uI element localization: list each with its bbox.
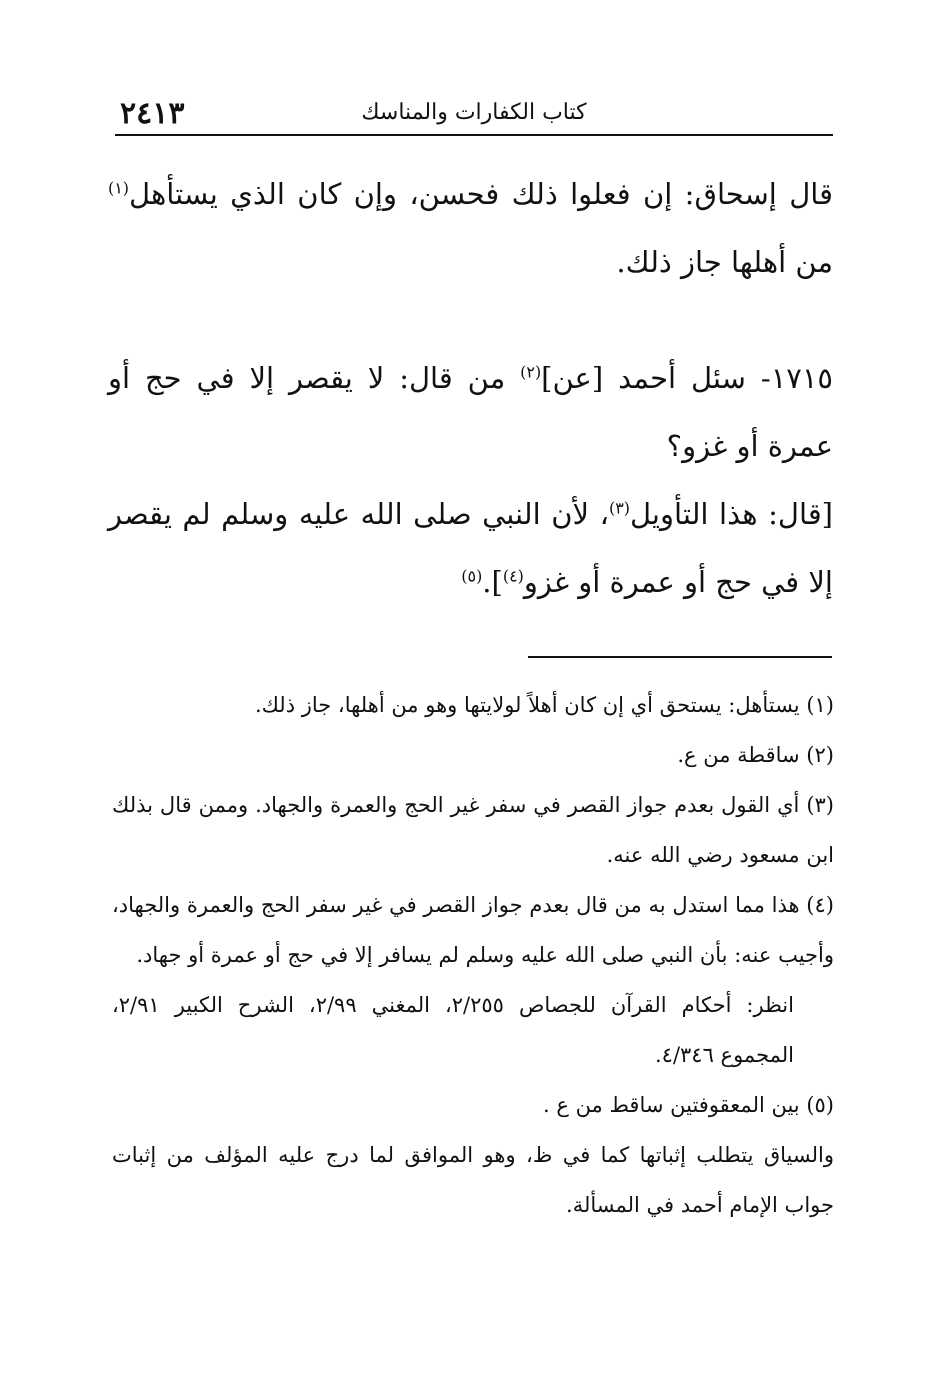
footnote-2: (٢) ساقطة من ع.: [677, 743, 834, 767]
page-number: ٢٤١٣: [120, 96, 185, 131]
ishaq-text-line1: قال إسحاق: إن فعلوا ذلك فحسن، وإن كان الذي يستأهل: [129, 177, 833, 211]
ishaq-paragraph: [108, 160, 833, 296]
footnote-separator: [528, 656, 832, 658]
footnote-5-note: والسياق يتطلب إثباتها كما في ظ، وهو الموافق لما درج عليه المؤلف من إثبات جواب الإمام أحمد في المسألة.: [112, 1143, 834, 1217]
question-text-end: من قال: لا يقصر إلا في حج أو عمرة أو غزو؟: [108, 361, 833, 463]
page-header: [115, 90, 833, 136]
running-title: كتاب الكفارات والمناسك: [361, 100, 587, 125]
footnote-ref-2: (٢): [520, 362, 542, 382]
question-text-start: ١٧١٥- سئل أحمد [عن]: [541, 361, 833, 395]
footnote-3: (٣) أي القول بعدم جواز القصر في سفر غير الحج والعمرة والجهاد. وممن قال بذلك ابن مسعود رضي الله عنه.: [112, 793, 834, 867]
footnote-5: (٥) بين المعقوفتين ساقط من ع .: [543, 1093, 834, 1117]
answer-text-end: ].: [482, 565, 503, 599]
answer-text-middle: ، لأن النبي صلى الله عليه وسلم لم يقصر إلا في حج أو عمرة أو غزو: [108, 497, 833, 599]
answer-paragraph: [108, 480, 833, 616]
main-text: [108, 160, 833, 616]
footnote-4-references: انظر: أحكام القرآن للجصاص ٢/٢٥٥، المغني ٢/٩٩، الشرح الكبير ٢/٩١، المجموع ٤/٣٤٦.: [112, 993, 794, 1067]
footnote-ref-5: (٥): [461, 566, 483, 586]
footnote-1: (١) يستأهل: يستحق أي إن كان أهلاً لولايتها وهو من أهلها، جاز ذلك.: [254, 693, 834, 717]
footnotes: [112, 680, 834, 1230]
paragraph-gap: [108, 296, 833, 344]
answer-text-start: [قال: هذا التأويل: [629, 497, 833, 531]
footnote-ref-3: (٣): [608, 498, 630, 518]
footnote-ref-1: (١): [108, 178, 129, 198]
footnote-4: (٤) هذا مما استدل به من قال بعدم جواز القصر في غير سفر الحج والعمرة والجهاد، وأجيب عنه: بأن النبي صلى الله عليه وسلم لم يسافر إلا في حج أو عمرة أو جهاد.: [112, 893, 834, 967]
ishaq-text-line2: من أهلها جاز ذلك.: [616, 245, 833, 279]
footnote-ref-4: (٤): [502, 566, 524, 586]
question-paragraph: [108, 344, 833, 480]
